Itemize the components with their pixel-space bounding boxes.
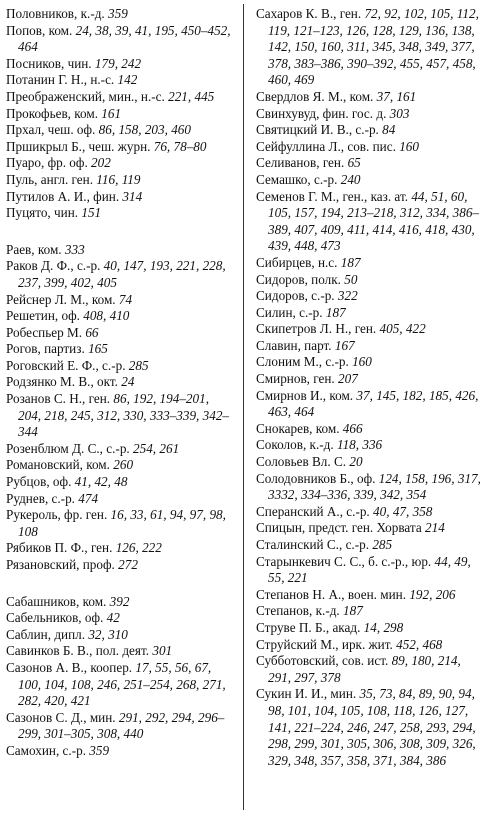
entry-pages: 214: [425, 520, 445, 536]
entry-name: Решетин, оф.: [6, 308, 80, 324]
index-entry: [6, 308, 234, 325]
index-entry: [256, 587, 482, 604]
entry-pages: 40, 47, 358: [373, 503, 433, 519]
entry-name: Рязановский, проф.: [6, 557, 115, 572]
entry-name: Сталинский С., с.-р.: [256, 537, 370, 552]
index-entry: [6, 89, 234, 106]
index-entry: [6, 325, 234, 342]
entry-name: Робеспьер М.: [6, 324, 83, 340]
entry-pages: 187: [343, 603, 363, 619]
entry-name: Розенблюм Д. С., с.-р.: [6, 440, 130, 456]
entry-name: Струйский М., ирк. жит.: [256, 636, 393, 652]
entry-name: Сахаров К. В., ген.: [256, 6, 362, 21]
entry-pages: 50: [344, 271, 358, 287]
index-entry: [256, 106, 482, 123]
index-entry: [256, 637, 482, 654]
index-column-left: [6, 6, 234, 760]
index-entry: [6, 358, 234, 375]
entry-pages: 314: [122, 188, 143, 204]
index-entry: [6, 258, 234, 291]
index-entry: [6, 557, 234, 574]
index-entry: [6, 6, 234, 23]
entry-pages: 187: [325, 304, 346, 320]
entry-pages: 207: [338, 371, 358, 387]
column-divider: [243, 4, 244, 810]
index-entry: [6, 540, 234, 557]
index-entry: [256, 471, 482, 504]
entry-pages: 165: [88, 341, 108, 357]
index-entry: [256, 321, 482, 338]
entry-name: Самохин, с.-р.: [6, 742, 86, 758]
entry-name: Субботовский, сов. ист.: [256, 653, 389, 669]
index-entry: [6, 23, 234, 56]
index-entry: [6, 341, 234, 358]
index-entry: [256, 354, 482, 371]
entry-pages: 72, 92, 102, 105, 112, 119, 121–123, 126, 128, 129, 136, 138, 142, 150, 160, 311, 345, 348, 349, 377, 378, 383–386, 390–392, 455, 457, 458, 460, 469: [268, 6, 479, 88]
index-entry: [6, 374, 234, 391]
entry-name: Сазонов С. Д., мин.: [6, 709, 116, 725]
index-entry: [256, 454, 482, 471]
entry-pages: 35, 73, 84, 89, 90, 94, 98, 101, 104, 105, 108, 118, 126, 127, 141, 221–224, 246, 247, 258, 293, 294, 298, 299, 301, 305, 306, 308, 309, 326, 329, 348, 357, 358, 371, 384, 386: [268, 686, 476, 768]
entry-name: Пуцято, чин.: [6, 205, 79, 221]
index-entry: [256, 388, 482, 421]
entry-pages: 359: [89, 742, 110, 758]
entry-name: Сейфуллина Л., сов. пис.: [256, 138, 396, 154]
entry-pages: 392: [109, 593, 130, 609]
entry-pages: 474: [78, 490, 99, 506]
entry-name: Свердлов Я. М., ком.: [256, 88, 374, 104]
entry-name: Сабашников, ком.: [6, 593, 107, 609]
index-entry: [256, 603, 482, 620]
entry-pages: 42: [106, 610, 120, 626]
entry-pages: 89, 180, 214, 291, 297, 378: [268, 653, 461, 685]
entry-pages: 303: [389, 105, 410, 121]
index-entry: [6, 242, 234, 259]
entry-pages: 452, 468: [396, 636, 443, 652]
entry-name: Сукин И. И., мин.: [256, 686, 357, 702]
entry-name: Соловьев Вл. С.: [256, 454, 347, 470]
section-gap: [6, 222, 234, 242]
entry-name: Прхал, чеш. оф.: [6, 122, 96, 138]
entry-pages: 187: [340, 254, 361, 270]
entry-name: Степанов Н. А., воен. мин.: [256, 586, 407, 602]
entry-name: Степанов, к.-д.: [256, 603, 340, 619]
entry-name: Роговский Е. Ф., с.-р.: [6, 357, 126, 373]
entry-pages: 124, 158, 196, 317, 3332, 334–336, 339, 342, 354: [268, 470, 481, 503]
index-entry: [256, 620, 482, 637]
entry-pages: 37, 145, 182, 185, 426, 463, 464: [268, 387, 479, 420]
entry-pages: 16, 33, 61, 94, 97, 98, 108: [18, 507, 226, 539]
entry-pages: 14, 298: [363, 619, 404, 635]
entry-pages: 66: [85, 324, 99, 340]
entry-pages: 160: [399, 138, 419, 154]
entry-pages: 76, 78–80: [153, 138, 207, 154]
index-entry: [256, 189, 482, 255]
entry-pages: 240: [340, 171, 361, 187]
entry-pages: 192, 206: [409, 586, 456, 602]
entry-pages: 126, 222: [115, 540, 162, 556]
entry-name: Селиванов, ген.: [256, 155, 345, 171]
index-entry: [6, 72, 234, 89]
index-entry: [256, 122, 482, 139]
entry-pages: 161: [101, 105, 122, 121]
index-entry: [256, 686, 482, 769]
index-entry: [6, 474, 234, 491]
entry-name: Слоним М., с.-р.: [256, 354, 349, 370]
entry-name: Путилов А. И., фин.: [6, 188, 120, 204]
index-entry: [256, 520, 482, 537]
entry-pages: 202: [91, 155, 111, 171]
entry-pages: 167: [334, 337, 355, 353]
entry-pages: 86, 192, 194–201, 204, 218, 245, 312, 330, 333–339, 342–344: [18, 391, 229, 440]
entry-pages: 272: [118, 557, 138, 572]
entry-name: Романовский, ком.: [6, 457, 110, 473]
entry-name: Сперанский А., с.-р.: [256, 503, 370, 519]
entry-name: Прокофьев, ком.: [6, 105, 98, 121]
entry-pages: 142: [117, 72, 138, 88]
index-entry: [6, 610, 234, 627]
index-entry: [256, 504, 482, 521]
index-entry: [256, 338, 482, 355]
entry-pages: 84: [382, 122, 396, 138]
index-column-right: [256, 6, 482, 769]
entry-name: Старынкевич С. С., б. с.-р., юр.: [256, 553, 432, 569]
entry-pages: 86, 158, 203, 460: [98, 122, 191, 138]
entry-name: Рогов, партиз.: [6, 341, 85, 357]
entry-name: Розанов С. Н., ген.: [6, 391, 111, 407]
entry-name: Рябиков П. Ф., ген.: [6, 540, 113, 556]
index-entry: [256, 288, 482, 305]
index-entry: [256, 255, 482, 272]
entry-pages: 17, 55, 56, 67, 100, 104, 108, 246, 251–254, 268, 271, 282, 420, 421: [18, 659, 226, 709]
entry-pages: 301: [152, 643, 173, 659]
entry-pages: 285: [372, 537, 393, 552]
entry-pages: 466: [342, 420, 363, 436]
entry-pages: 359: [108, 6, 128, 21]
entry-name: Пршикрыл Б., чеш. журн.: [6, 138, 151, 154]
entry-pages: 291, 292, 294, 296–299, 301–305, 308, 440: [18, 709, 225, 742]
entry-pages: 160: [352, 354, 372, 370]
entry-name: Половников, к.-д.: [6, 6, 105, 21]
entry-name: Посников, чин.: [6, 55, 92, 71]
entry-name: Славин, парт.: [256, 337, 332, 353]
entry-pages: 20: [349, 454, 363, 470]
entry-name: Снокарев, ком.: [256, 420, 340, 436]
entry-pages: 44, 51, 60, 105, 157, 194, 213–218, 312, 334, 386–389, 407, 409, 411, 414, 416, 418, 430, 439, 448, 473: [268, 188, 479, 254]
entry-name: Спицын, предст. ген. Хорвата: [256, 520, 422, 536]
index-entry: [6, 122, 234, 139]
entry-name: Рукероль, фр. ген.: [6, 507, 108, 523]
index-entry: [256, 371, 482, 388]
index-entry: [6, 627, 234, 644]
entry-pages: 65: [347, 155, 361, 171]
entry-pages: 74: [118, 291, 133, 307]
section-gap: [6, 574, 234, 594]
entry-pages: 37, 161: [376, 88, 417, 104]
entry-pages: 254, 261: [133, 440, 180, 456]
entry-name: Солодовников Б., оф.: [256, 470, 376, 486]
index-entry: [6, 507, 234, 540]
index-entry: [256, 139, 482, 156]
entry-name: Потанин Г. Н., н.-с.: [6, 72, 115, 88]
index-entry: [6, 391, 234, 441]
entry-name: Смирнов И., ком.: [256, 387, 354, 403]
index-entry: [256, 172, 482, 189]
index-entry: [6, 172, 234, 189]
index-entry: [6, 643, 234, 660]
entry-name: Раков Д. Ф., с.-р.: [6, 258, 101, 274]
index-entry: [6, 594, 234, 611]
index-entry: [6, 292, 234, 309]
index-entry: [256, 554, 482, 587]
entry-name: Саблин, дипл.: [6, 626, 86, 642]
index-entry: [256, 305, 482, 322]
entry-name: Сабельников, оф.: [6, 610, 104, 626]
index-entry: [256, 437, 482, 454]
entry-name: Свинхувуд, фин. гос. д.: [256, 105, 387, 121]
entry-name: Родзянко М. В., окт.: [6, 374, 118, 390]
index-entry: [256, 537, 482, 554]
entry-name: Попов, ком.: [6, 22, 73, 38]
entry-pages: 333: [64, 241, 85, 257]
entry-name: Рубцов, оф.: [6, 474, 72, 490]
index-entry: [6, 441, 234, 458]
entry-pages: 285: [128, 357, 149, 373]
entry-name: Семенов Г. М., ген., каз. ат.: [256, 188, 409, 204]
entry-pages: 40, 147, 193, 221, 228, 237, 399, 402, 405: [18, 258, 226, 290]
entry-pages: 179, 242: [94, 55, 142, 71]
entry-name: Смирнов, ген.: [256, 371, 335, 387]
index-entry: [6, 660, 234, 710]
entry-pages: 408, 410: [83, 308, 130, 324]
index-entry: [256, 653, 482, 686]
entry-name: Семашко, с.-р.: [256, 171, 338, 187]
index-entry: [6, 139, 234, 156]
entry-name: Сидоров, с.-р.: [256, 288, 335, 304]
entry-pages: 44, 49, 55, 221: [268, 553, 471, 586]
entry-name: Раев, ком.: [6, 241, 62, 257]
entry-pages: 322: [337, 288, 358, 304]
index-entry: [256, 272, 482, 289]
index-entry: [256, 6, 482, 89]
entry-pages: 32, 310: [88, 626, 128, 642]
entry-name: Сидоров, полк.: [256, 271, 341, 287]
entry-pages: 118, 336: [336, 437, 383, 453]
entry-name: Скипетров Л. Н., ген.: [256, 321, 377, 337]
entry-pages: 24: [121, 374, 135, 390]
entry-name: Сибирцев, н.с.: [256, 254, 338, 270]
index-entry: [256, 155, 482, 172]
index-entry: [6, 106, 234, 123]
index-entry: [6, 189, 234, 206]
entry-name: Сазонов А. В., коопер.: [6, 659, 133, 675]
entry-pages: 260: [113, 457, 134, 473]
entry-name: Рейснер Л. М., ком.: [6, 291, 116, 307]
entry-name: Пуаро, фр. оф.: [6, 155, 88, 171]
index-entry: [6, 743, 234, 760]
entry-pages: 405, 422: [379, 321, 426, 337]
entry-name: Преображенский, мин., н.-с.: [6, 88, 165, 104]
entry-name: Соколов, к.-д.: [256, 437, 334, 453]
entry-name: Силин, с.-р.: [256, 304, 323, 320]
index-entry: [6, 457, 234, 474]
entry-pages: 41, 42, 48: [74, 474, 128, 490]
entry-name: Святицкий И. В., с.-р.: [256, 122, 379, 138]
index-entry: [256, 421, 482, 438]
entry-pages: 221, 445: [168, 88, 215, 104]
entry-pages: 24, 38, 39, 41, 195, 450–452, 464: [18, 22, 231, 55]
entry-name: Пуль, англ. ген.: [6, 171, 93, 187]
index-entry: [6, 491, 234, 508]
index-entry: [6, 56, 234, 73]
entry-pages: 116, 119: [96, 171, 141, 187]
index-entry: [256, 89, 482, 106]
index-entry: [6, 155, 234, 172]
index-entry: [6, 205, 234, 222]
entry-name: Савинков Б. В., пол. деят.: [6, 643, 150, 659]
entry-name: Струве П. Б., акад.: [256, 619, 361, 635]
index-entry: [6, 710, 234, 743]
entry-pages: 151: [81, 205, 102, 221]
entry-name: Руднев, с.-р.: [6, 490, 75, 506]
